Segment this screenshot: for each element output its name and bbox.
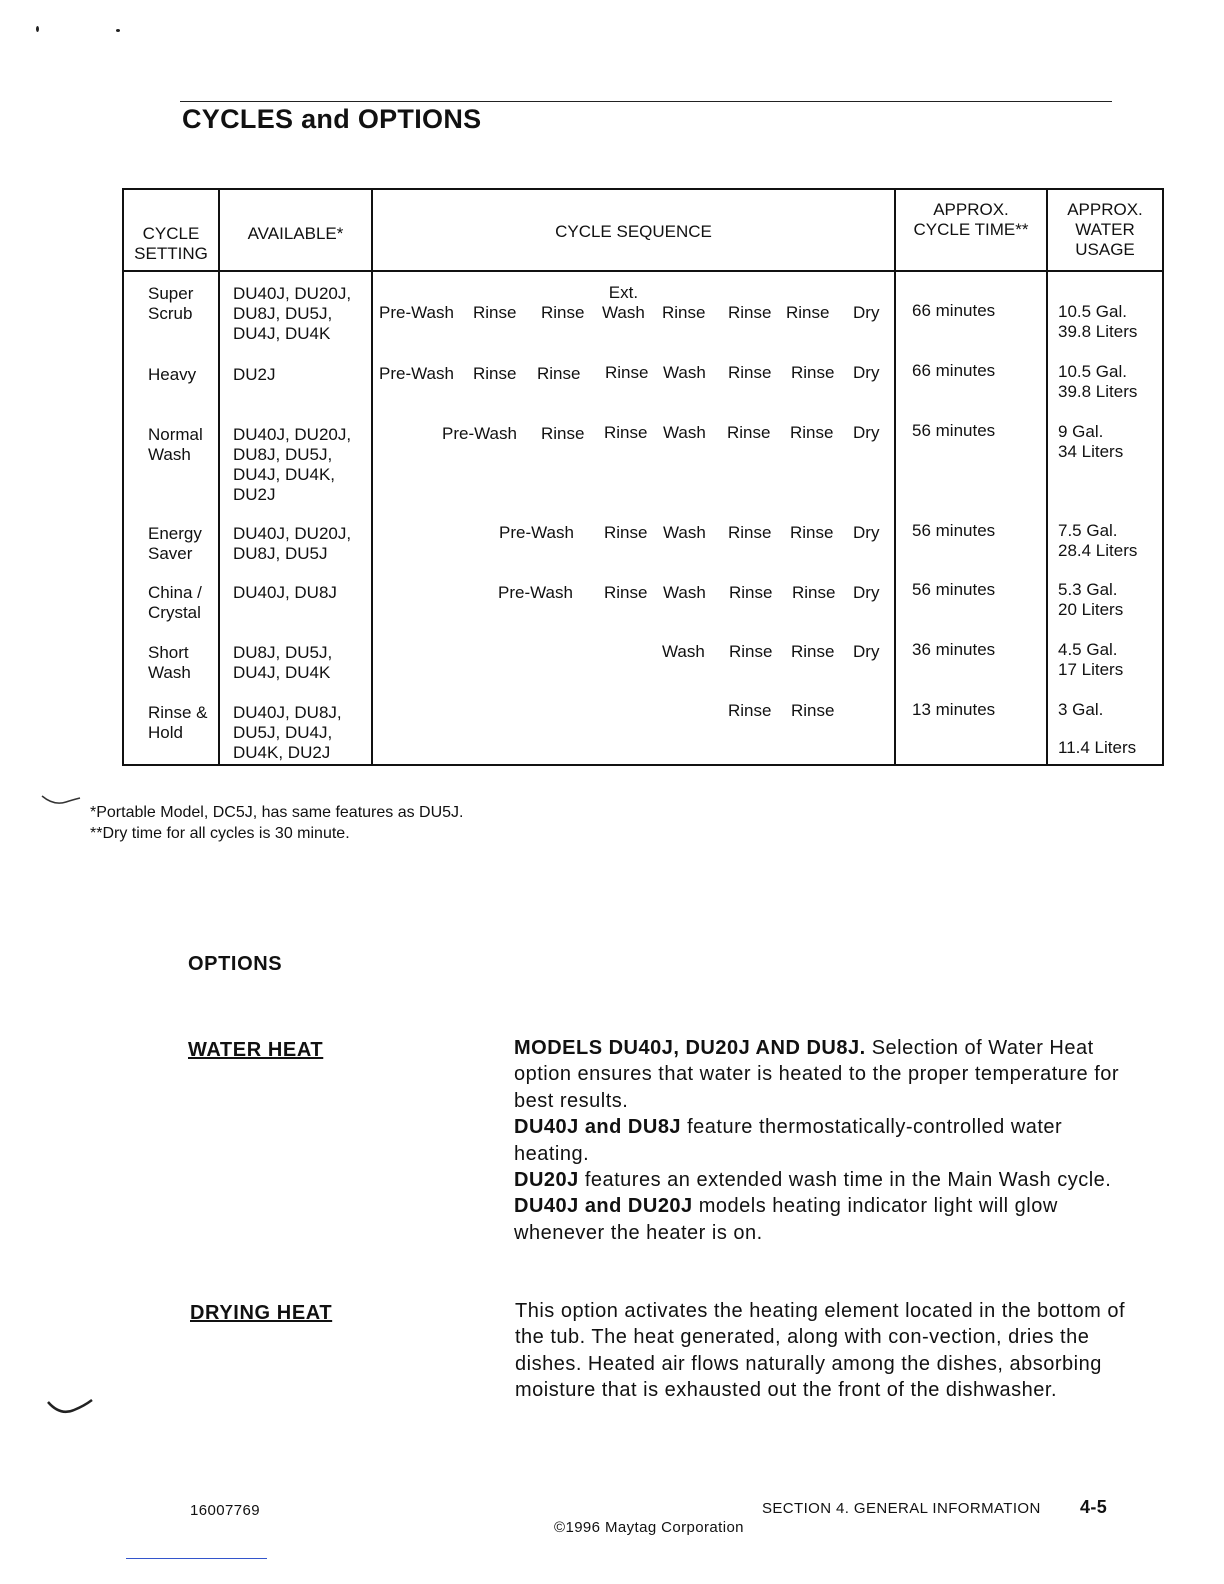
sequence-step: Pre-Wash bbox=[499, 523, 574, 542]
sequence-step: Wash bbox=[663, 583, 706, 602]
sequence-step: Dry bbox=[853, 423, 880, 442]
sequence-step: Rinse bbox=[791, 642, 835, 661]
row-time: 36 minutes bbox=[912, 640, 996, 659]
row-water: 9 Gal. 34 Liters bbox=[1058, 422, 1124, 461]
header-water-usage: APPROX. WATER USAGE bbox=[1067, 200, 1143, 259]
header-cycle-setting: CYCLE SETTING bbox=[134, 224, 208, 263]
row-setting: Rinse & Hold bbox=[148, 703, 208, 742]
sequence-step: Rinse bbox=[728, 303, 772, 322]
scan-mark bbox=[44, 1386, 100, 1422]
row-setting: China / Crystal bbox=[148, 583, 202, 622]
sequence-step: Wash bbox=[663, 423, 706, 442]
sequence-step: Rinse bbox=[605, 363, 649, 382]
page-title: CYCLES and OPTIONS bbox=[182, 104, 482, 134]
sequence-step: Dry bbox=[853, 523, 880, 542]
row-water: 7.5 Gal. 28.4 Liters bbox=[1058, 521, 1138, 560]
row-available: DU40J, DU20J, DU8J, DU5J, DU4J, DU4K, DU2J bbox=[233, 425, 352, 504]
row-water: 10.5 Gal. 39.8 Liters bbox=[1058, 362, 1138, 401]
row-water: 5.3 Gal. 20 Liters bbox=[1058, 580, 1124, 619]
sequence-step: Rinse bbox=[727, 423, 771, 442]
sequence-step: Rinse bbox=[790, 423, 834, 442]
sequence-step: Rinse bbox=[786, 303, 830, 322]
header-available: AVAILABLE* bbox=[247, 224, 344, 243]
scan-speck bbox=[116, 29, 120, 32]
row-setting: Super Scrub bbox=[148, 284, 194, 323]
sequence-step: Rinse bbox=[537, 364, 581, 383]
sequence-step: Rinse bbox=[729, 642, 773, 661]
column-divider bbox=[371, 190, 373, 764]
sequence-step: Rinse bbox=[728, 701, 772, 720]
scan-mark bbox=[40, 780, 90, 810]
sequence-step: Rinse bbox=[604, 523, 648, 542]
row-time: 56 minutes bbox=[912, 580, 996, 599]
sequence-step: Dry bbox=[853, 363, 880, 382]
row-setting: Heavy bbox=[148, 365, 197, 384]
row-available: DU2J bbox=[233, 365, 276, 384]
row-available: DU40J, DU8J bbox=[233, 583, 337, 602]
row-time: 56 minutes bbox=[912, 521, 996, 540]
water-heat-paragraph: DU20J features an extended wash time in the Main Wash cycle. bbox=[514, 1169, 1112, 1192]
water-heat-paragraph: MODELS DU40J, DU20J AND DU8J. Selection of Water Heat option ensures that water is heated to the proper temperature for best results. bbox=[514, 1037, 1120, 1112]
row-setting: Normal Wash bbox=[148, 425, 203, 464]
sequence-step: Rinse bbox=[791, 363, 835, 382]
sequence-step: Rinse bbox=[662, 303, 706, 322]
sequence-step: Wash bbox=[662, 642, 705, 661]
scan-speck bbox=[36, 26, 39, 32]
drying-heat-description: This option activates the heating element located in the bottom of the tub. The heat generated, along with con-vection, dries the dishes. Heated air flows naturally among the dishes, absorbing moisture that is exhausted out the front of the dishwasher. bbox=[515, 1300, 1126, 1402]
sequence-step: Rinse bbox=[791, 701, 835, 720]
sequence-step: Pre-Wash bbox=[379, 303, 454, 322]
water-heat-paragraph: DU40J and DU20J models heating indicator light will glow whenever the heater is on. bbox=[514, 1195, 1058, 1244]
sequence-step: Pre-Wash bbox=[498, 583, 573, 602]
header-divider bbox=[124, 270, 1162, 272]
footnote-dry-time: **Dry time for all cycles is 30 minute. bbox=[90, 825, 350, 842]
sequence-step: Rinse bbox=[728, 523, 772, 542]
row-available: DU40J, DU20J, DU8J, DU5J bbox=[233, 524, 352, 563]
footnote-portable: *Portable Model, DC5J, has same features as DU5J. bbox=[90, 804, 464, 821]
sequence-step: Rinse bbox=[604, 423, 648, 442]
doc-number: 16007769 bbox=[190, 1502, 260, 1519]
sequence-step: Rinse bbox=[473, 364, 517, 383]
column-divider bbox=[1046, 190, 1048, 764]
row-water: 4.5 Gal. 17 Liters bbox=[1058, 640, 1124, 679]
row-setting: Energy Saver bbox=[148, 524, 202, 563]
cycles-table bbox=[122, 188, 1164, 766]
sequence-step: Rinse bbox=[729, 583, 773, 602]
row-available: DU8J, DU5J, DU4J, DU4K bbox=[233, 643, 333, 682]
sequence-step: Ext. Wash bbox=[602, 283, 645, 322]
row-water-liters: 11.4 Liters bbox=[1058, 738, 1137, 757]
header-cycle-sequence: CYCLE SEQUENCE bbox=[555, 222, 712, 241]
row-time: 56 minutes bbox=[912, 421, 996, 440]
top-rule bbox=[180, 101, 1112, 102]
page-number: 4-5 bbox=[1080, 1497, 1108, 1517]
row-available: DU40J, DU20J, DU8J, DU5J, DU4J, DU4K bbox=[233, 284, 352, 343]
row-time: 13 minutes bbox=[912, 700, 996, 719]
sequence-step: Dry bbox=[853, 303, 880, 322]
sequence-step: Rinse bbox=[541, 303, 585, 322]
sequence-step: Dry bbox=[853, 642, 880, 661]
section-label: SECTION 4. GENERAL INFORMATION bbox=[762, 1500, 1041, 1517]
row-available: DU40J, DU8J, DU5J, DU4J, DU4K, DU2J bbox=[233, 703, 342, 762]
options-heading: OPTIONS bbox=[188, 953, 283, 975]
sequence-step: Rinse bbox=[541, 424, 585, 443]
copyright: ©1996 Maytag Corporation bbox=[554, 1519, 744, 1536]
water-heat-heading: WATER HEAT bbox=[188, 1039, 324, 1061]
row-time: 66 minutes bbox=[912, 361, 996, 380]
water-heat-description bbox=[514, 1035, 1134, 1246]
bottom-rule bbox=[126, 1558, 267, 1559]
sequence-step: Dry bbox=[853, 583, 880, 602]
sequence-step: Rinse bbox=[790, 523, 834, 542]
column-divider bbox=[218, 190, 220, 764]
row-setting: Short Wash bbox=[148, 643, 191, 682]
sequence-step: Rinse bbox=[473, 303, 517, 322]
sequence-step: Rinse bbox=[728, 363, 772, 382]
water-heat-paragraph: DU40J and DU8J feature thermostatically-controlled water heating. bbox=[514, 1116, 1063, 1165]
header-cycle-time: APPROX. CYCLE TIME** bbox=[913, 200, 1029, 239]
row-time: 66 minutes bbox=[912, 301, 996, 320]
sequence-step: Pre-Wash bbox=[442, 424, 517, 443]
sequence-step: Wash bbox=[663, 363, 706, 382]
sequence-step: Pre-Wash bbox=[379, 364, 454, 383]
sequence-step: Wash bbox=[663, 523, 706, 542]
drying-heat-heading: DRYING HEAT bbox=[190, 1302, 333, 1324]
column-divider bbox=[894, 190, 896, 764]
row-water: 10.5 Gal. 39.8 Liters bbox=[1058, 302, 1138, 341]
row-water-gal: 3 Gal. bbox=[1058, 700, 1104, 719]
sequence-step: Rinse bbox=[792, 583, 836, 602]
sequence-step: Rinse bbox=[604, 583, 648, 602]
